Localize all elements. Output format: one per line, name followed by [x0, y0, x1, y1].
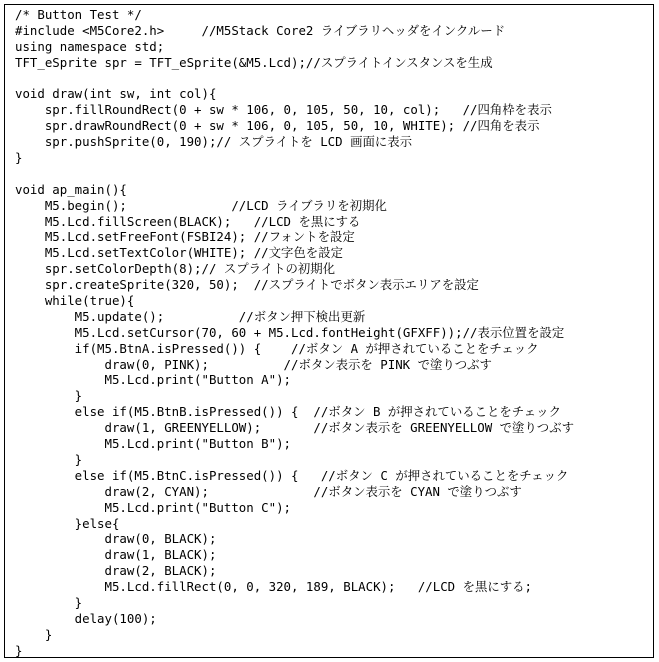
code-line: M5.Lcd.print("Button C"); [15, 499, 292, 515]
code-line: M5.Lcd.setCursor(70, 60 + M5.Lcd.fontHeight(GFXFF));//表示位置を設定 [15, 324, 565, 340]
code-line: if(M5.BtnA.isPressed()) { //ボタン A が押されていることをチェック [15, 340, 539, 356]
code-line: spr.drawRoundRect(0 + sw * 106, 0, 105, 50, 10, WHITE); //四角を表示 [15, 118, 540, 134]
code-line: spr.setColorDepth(8);// スプライトの初期化 [15, 261, 336, 277]
code-line: } [15, 626, 53, 642]
code-line: M5.Lcd.setTextColor(WHITE); //文字色を設定 [15, 245, 343, 261]
code-line [15, 71, 574, 87]
code-line: spr.fillRoundRect(0 + sw * 106, 0, 105, 50, 10, col); //四角枠を表示 [15, 102, 552, 118]
code-line: }else{ [15, 515, 120, 531]
code-line: } [15, 594, 83, 610]
code-line: draw(0, PINK); //ボタン表示を PINK で塗りつぶす [15, 356, 492, 372]
code-line: draw(2, CYAN); //ボタン表示を CYAN で塗りつぶす [15, 483, 522, 499]
code-line: draw(0, BLACK); [15, 531, 217, 547]
code-line [15, 166, 574, 182]
code-line: } [15, 451, 83, 467]
code-line: M5.Lcd.fillRect(0, 0, 320, 189, BLACK); //LCD を黒にする; [15, 579, 533, 595]
code-line: else if(M5.BtnC.isPressed()) { //ボタン C が押されていることをチェック [15, 467, 569, 483]
code-line: } [15, 150, 23, 166]
code-line: TFT_eSprite spr = TFT_eSprite(&M5.Lcd);//スプライトインスタンスを生成 [15, 54, 493, 70]
code-line: M5.Lcd.print("Button B"); [15, 436, 292, 452]
code-line: draw(1, BLACK); [15, 547, 217, 563]
code-line: /* Button Test */ [15, 7, 142, 22]
code-line: M5.begin(); //LCD ライブラリを初期化 [15, 197, 387, 213]
code-line: spr.createSprite(320, 50); //スプライトでボタン表示エリアを設定 [15, 277, 479, 293]
code-line: delay(100); [15, 610, 157, 626]
code-line: M5.Lcd.print("Button A"); [15, 372, 292, 388]
code-line: else if(M5.BtnB.isPressed()) { //ボタン B が押されていることをチェック [15, 404, 561, 420]
code-listing [15, 7, 574, 659]
code-line: void ap_main(){ [15, 181, 127, 197]
code-line: M5.Lcd.fillScreen(BLACK); //LCD を黒にする [15, 213, 361, 229]
code-line: M5.Lcd.setFreeFont(FSBI24); //フォントを設定 [15, 229, 355, 245]
code-line: M5.update(); //ボタン押下検出更新 [15, 308, 366, 324]
code-line: #include <M5Core2.h> //M5Stack Core2 ライブラリヘッダをインクルード [15, 22, 506, 38]
code-line: draw(2, BLACK); [15, 563, 217, 579]
code-line: using namespace std; [15, 38, 165, 54]
code-line: draw(1, GREENYELLOW); //ボタン表示を GREENYELLOW で塗りつぶす [15, 420, 574, 436]
code-line: } [15, 642, 23, 658]
code-line: } [15, 388, 83, 404]
code-line: void draw(int sw, int col){ [15, 86, 217, 102]
code-listing-frame [4, 4, 654, 658]
code-line: while(true){ [15, 293, 135, 309]
code-line: spr.pushSprite(0, 190);// スプライトを LCD 画面に表示 [15, 134, 413, 150]
